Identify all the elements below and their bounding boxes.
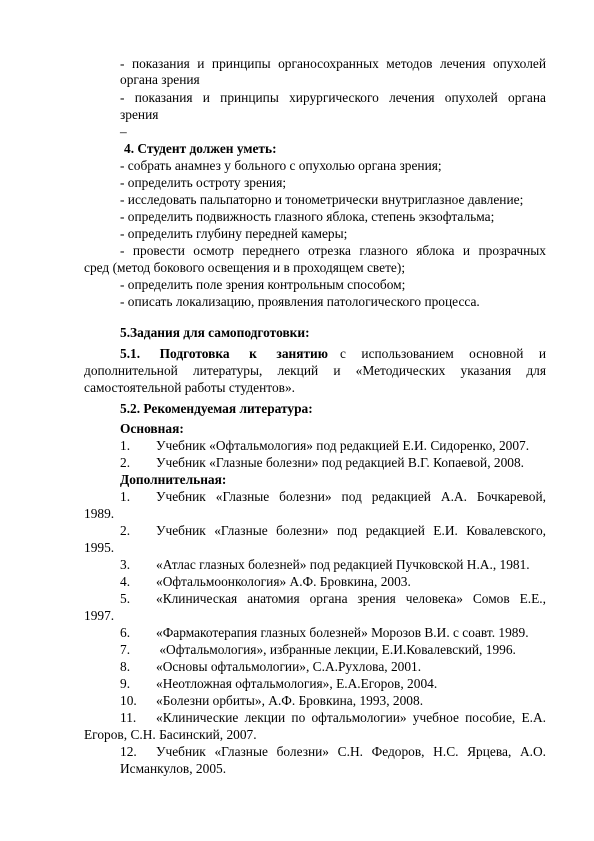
add-lit-item: «Фармакотерапия глазных болезней» Морозов В.И. с соавт. 1989.	[156, 625, 529, 640]
skill-item: - определить глубину передней камеры;	[120, 226, 348, 241]
add-lit-num: 6.	[120, 625, 131, 640]
skill-item: - определить остроту зрения;	[120, 175, 287, 190]
add-lit-item-cont: 1989.	[84, 506, 115, 521]
add-lit-num: 8.	[120, 659, 131, 674]
additional-lit-heading: Дополнительная:	[120, 472, 227, 487]
section-4-heading: 4. Студент должен уметь:	[124, 141, 277, 156]
add-lit-item: «Офтальмоонкология» А.Ф. Бровкина, 2003.	[156, 574, 411, 589]
add-lit-item: Учебник «Глазные болезни» под редакцией Е.И. Ковалевского,	[156, 523, 546, 538]
add-lit-num: 1.	[120, 489, 131, 504]
add-lit-num: 9.	[120, 676, 131, 691]
main-lit-heading: Основная:	[120, 421, 184, 436]
skill-item: - исследовать пальпаторно и тонометрически внутриглазное давление;	[120, 192, 524, 207]
add-lit-item: «Клиническая анатомия органа зрения человека» Сомов Е.Е.,	[156, 591, 546, 606]
s51-line-3: самостоятельной работы студентов».	[84, 380, 296, 395]
main-lit-num: 2.	[120, 455, 131, 470]
skill-item-cont: сред (метод бокового освещения и в проходящем свете);	[84, 260, 406, 275]
add-lit-item: Учебник «Глазные болезни» под редакцией А.А. Бочкаревой,	[156, 489, 546, 504]
dash-line: –	[120, 124, 127, 139]
skill-item: - описать локализацию, проявления патологического процесса.	[120, 294, 480, 309]
main-lit-num: 1.	[120, 438, 131, 453]
add-lit-item-cont: 1995.	[84, 540, 115, 555]
section-5-heading: 5.Задания для самоподготовки:	[120, 325, 310, 340]
add-lit-num: 3.	[120, 557, 131, 572]
add-lit-num: 4.	[120, 574, 131, 589]
s51-line-2: дополнительной литературы, лекций и «Методических указания для	[84, 363, 546, 378]
s51-first-line	[120, 346, 546, 362]
s51-lead	[120, 346, 328, 362]
add-lit-item: Учебник «Глазные болезни» С.Н. Федоров, Н.С. Ярцева, А.О.	[156, 744, 546, 759]
skill-item: - определить подвижность глазного яблока, степень экзофтальма;	[120, 209, 495, 224]
main-lit-item: Учебник «Офтальмология» под редакцией Е.И. Сидоренко, 2007.	[156, 438, 530, 453]
add-lit-item: «Основы офтальмологии», С.А.Рухлова, 2001.	[156, 659, 422, 674]
s51-rest: с использованием основной и	[340, 346, 546, 361]
add-lit-num: 7.	[120, 642, 131, 657]
add-lit-num: 5.	[120, 591, 131, 606]
s52-heading: 5.2. Рекомендуемая литература:	[120, 401, 313, 416]
add-lit-item-cont: Исманкулов, 2005.	[120, 761, 227, 776]
main-lit-item: Учебник «Глазные болезни» под редакцией В.Г. Копаевой, 2008.	[156, 455, 525, 470]
add-lit-item-cont: Егоров, С.Н. Басинский, 2007.	[84, 727, 257, 742]
add-lit-num: 12.	[120, 744, 137, 759]
skill-item: - провести осмотр переднего отрезка глазного яблока и прозрачных	[120, 243, 546, 258]
add-lit-item: «Клинические лекции по офтальмологии» учебное пособие, Е.А.	[156, 710, 546, 725]
add-lit-item: «Атлас глазных болезней» под редакцией Пучковской Н.А., 1981.	[156, 557, 530, 572]
skill-item: - собрать анамнез у больного с опухолью органа зрения;	[120, 158, 442, 173]
top-item-2: - показания и принципы хирургического лечения опухолей органа	[120, 90, 546, 105]
top-item-2-cont: зрения	[120, 107, 159, 122]
add-lit-item: «Офтальмология», избранные лекции, Е.И.Ковалевский, 1996.	[156, 642, 516, 657]
add-lit-item: «Болезни орбиты», А.Ф. Бровкина, 1993, 2008.	[156, 693, 424, 708]
top-item-1: - показания и принципы органосохранных методов лечения опухолей	[120, 56, 546, 71]
add-lit-num: 11.	[120, 710, 137, 725]
add-lit-item-cont: 1997.	[84, 608, 115, 623]
add-lit-num: 2.	[120, 523, 131, 538]
add-lit-num: 10.	[120, 693, 137, 708]
add-lit-item: «Неотложная офтальмология», Е.А.Егоров, 2004.	[156, 676, 438, 691]
skill-item: - определить поле зрения контрольным способом;	[120, 277, 406, 292]
s51-lead-text: 5.1. Подготовка к занятию	[120, 346, 328, 361]
top-item-1-cont: органа зрения	[120, 72, 200, 87]
